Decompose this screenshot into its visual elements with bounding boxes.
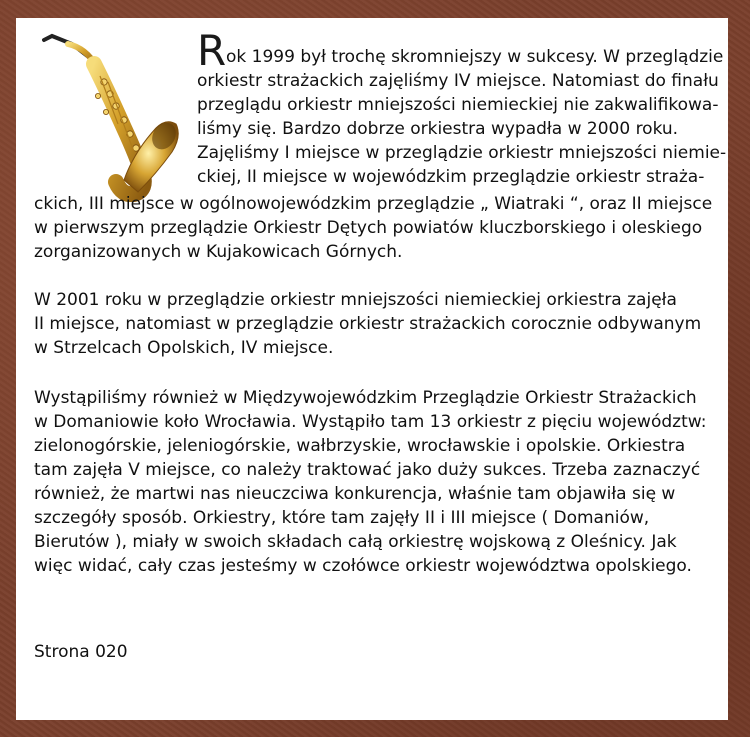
text-line: w pierwszym przeglądzie Orkiestr Dętych powiatów kluczborskiego i oleskiego (34, 218, 703, 238)
text-line: w Strzelcach Opolskich, IV miejsce. (34, 338, 334, 358)
text-line: Bierutów ), miały w swoich składach całą orkiestrę wojskową z Oleśnicy. Jak (34, 532, 677, 552)
text-line: w Domaniowie koło Wrocławia. Wystąpiło tam 13 orkiestr z pięciu województw: (34, 412, 707, 432)
document-page (16, 18, 728, 720)
text-line: ckich, III miejsce w ogólnowojewódzkim przeglądzie „ Wiatraki “, oraz II miejsce (34, 194, 713, 214)
page-number: Strona 020 (34, 642, 128, 662)
text-line: Zajęliśmy I miejsce w przeglądzie orkiestr mniejszości niemie- (197, 143, 727, 163)
text-line: tam zajęła V miejsce, co należy traktować jako duży sukces. Trzeba zaznaczyć (34, 460, 701, 480)
text-line: W 2001 roku w przeglądzie orkiestr mniejszości niemieckiej orkiestra zajęła (34, 290, 677, 310)
text-line: również, że martwi nas nieuczciwa konkurencja, właśnie tam objawiła się w (34, 484, 676, 504)
text-line: więc widać, cały czas jesteśmy w czołówce orkiestr województwa opolskiego. (34, 556, 692, 576)
saxophone-icon (38, 32, 186, 202)
text-line: orkiestr strażackich zajęliśmy IV miejsce. Natomiast do finału (197, 71, 719, 91)
text-line: ok 1999 był trochę skromniejszy w sukcesy. W przeglądzie (226, 47, 724, 67)
text-line: przeglądu orkiestr mniejszości niemieckiej nie zakwalifikowa- (197, 95, 719, 115)
drop-cap-letter: R (197, 26, 227, 75)
text-line: zorganizowanych w Kujakowicach Górnych. (34, 242, 403, 262)
text-line: Wystąpiliśmy również w Międzywojewódzkim Przeglądzie Orkiestr Strażackich (34, 388, 697, 408)
text-line: ckiej, II miejsce w wojewódzkim przeglądzie orkiestr straża- (197, 167, 705, 187)
text-line: II miejsce, natomiast w przeglądzie orkiestr strażackich corocznie odbywanym (34, 314, 702, 334)
text-line: liśmy się. Bardzo dobrze orkiestra wypadła w 2000 roku. (197, 119, 679, 139)
text-line: zielonogórskie, jeleniogórskie, wałbrzyskie, wrocławskie i opolskie. Orkiestra (34, 436, 686, 456)
text-line: szczegóły sposób. Orkiestry, które tam zajęły II i III miejsce ( Domaniów, (34, 508, 650, 528)
